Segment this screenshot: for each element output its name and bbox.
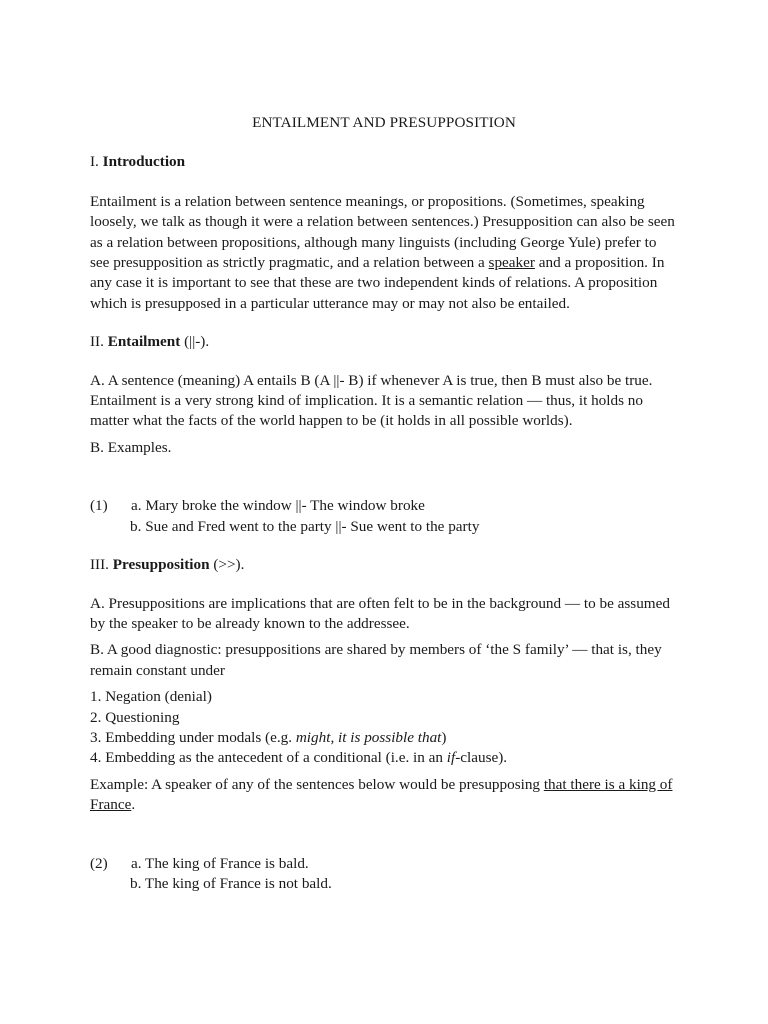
intro-text-part-2: and a proposition. In any case it is important to see that these are two independent kinds of relations. A proposition which is presupposed in a particular utterance may or may not also be entailed. [90,254,665,312]
section-2-number: II. [90,333,108,351]
example-1 [90,496,678,537]
section-1-number: I. [90,153,103,171]
section-3-number: III. [90,556,113,574]
list-item: 1. Negation (denial) [90,688,212,706]
section-2-symbol: (||-). [180,333,210,351]
diagnostic-list [90,687,678,769]
presupposition-example-intro [90,775,678,816]
list-item-text: -clause). [455,749,508,767]
list-item [90,728,678,748]
example-1a: a. Mary broke the window ||- The window broke [131,497,425,515]
example-2a: a. The king of France is bald. [131,854,309,872]
example-1b: b. Sue and Fred went to the party ||- Sue went to the party [130,517,480,535]
section-3-symbol: (>>). [209,556,245,574]
example-1-body [130,496,678,537]
example-2 [90,854,678,895]
presupposition-diagnostic: B. A good diagnostic: presuppositions are shared by members of ‘the S family’ — that is, they remain constant under [90,641,662,679]
document-title: ENTAILMENT AND PRESUPPOSITION [252,114,516,131]
section-2-heading [90,332,678,352]
list-item-italic: might, it is possible that [295,728,442,746]
section-1-heading [90,152,678,172]
intro-underlined-speaker: speaker [488,254,535,272]
example-intro-underlined: that there is a king of France [90,775,673,814]
example-1-number: (1) [90,497,108,515]
entailment-examples-label: B. Examples. [90,438,172,456]
list-item-text: ) [441,728,447,746]
section-3-heading [90,555,678,575]
presupposition-definition: A. Presuppositions are implications that are often felt to be in the background — to be assumed by the speaker to be already known to the addressee. [90,594,670,632]
intro-paragraph [90,192,678,314]
example-intro-text: Example: A speaker of any of the sentences below would be presupposing [90,775,544,793]
intro-text-part-1: Entailment is a relation between sentence meanings, or propositions. (Sometimes, speaking loosely, we talk as though it were a relation between sentences.) Presupposition can also be seen as a relation between propositions, although many linguists (including George Yule) prefer to see presupposition as strictly pragmatic, and a relation between a [90,192,675,272]
section-1-title: Introduction [102,153,186,171]
list-item-text: 4. Embedding as the antecedent of a conditional (i.e. in an [90,749,447,767]
example-2b: b. The king of France is not bald. [130,874,332,892]
list-item-italic: if [446,749,456,767]
list-item [90,748,678,768]
list-item-text: 3. Embedding under modals (e.g. [90,728,296,746]
list-item: 2. Questioning [90,708,180,726]
section-2-title: Entailment [107,333,181,351]
example-2-body [130,854,678,895]
section-3-title: Presupposition [112,556,210,574]
entailment-definition: A. A sentence (meaning) A entails B (A ||- B) if whenever A is true, then B must also be true. Entailment is a very strong kind of implication. It is a semantic relation — thus, it holds no matter what the facts of the world happen to be (it holds in all possible worlds). [90,371,653,430]
example-2-number: (2) [90,854,108,872]
example-intro-period: . [131,796,136,814]
